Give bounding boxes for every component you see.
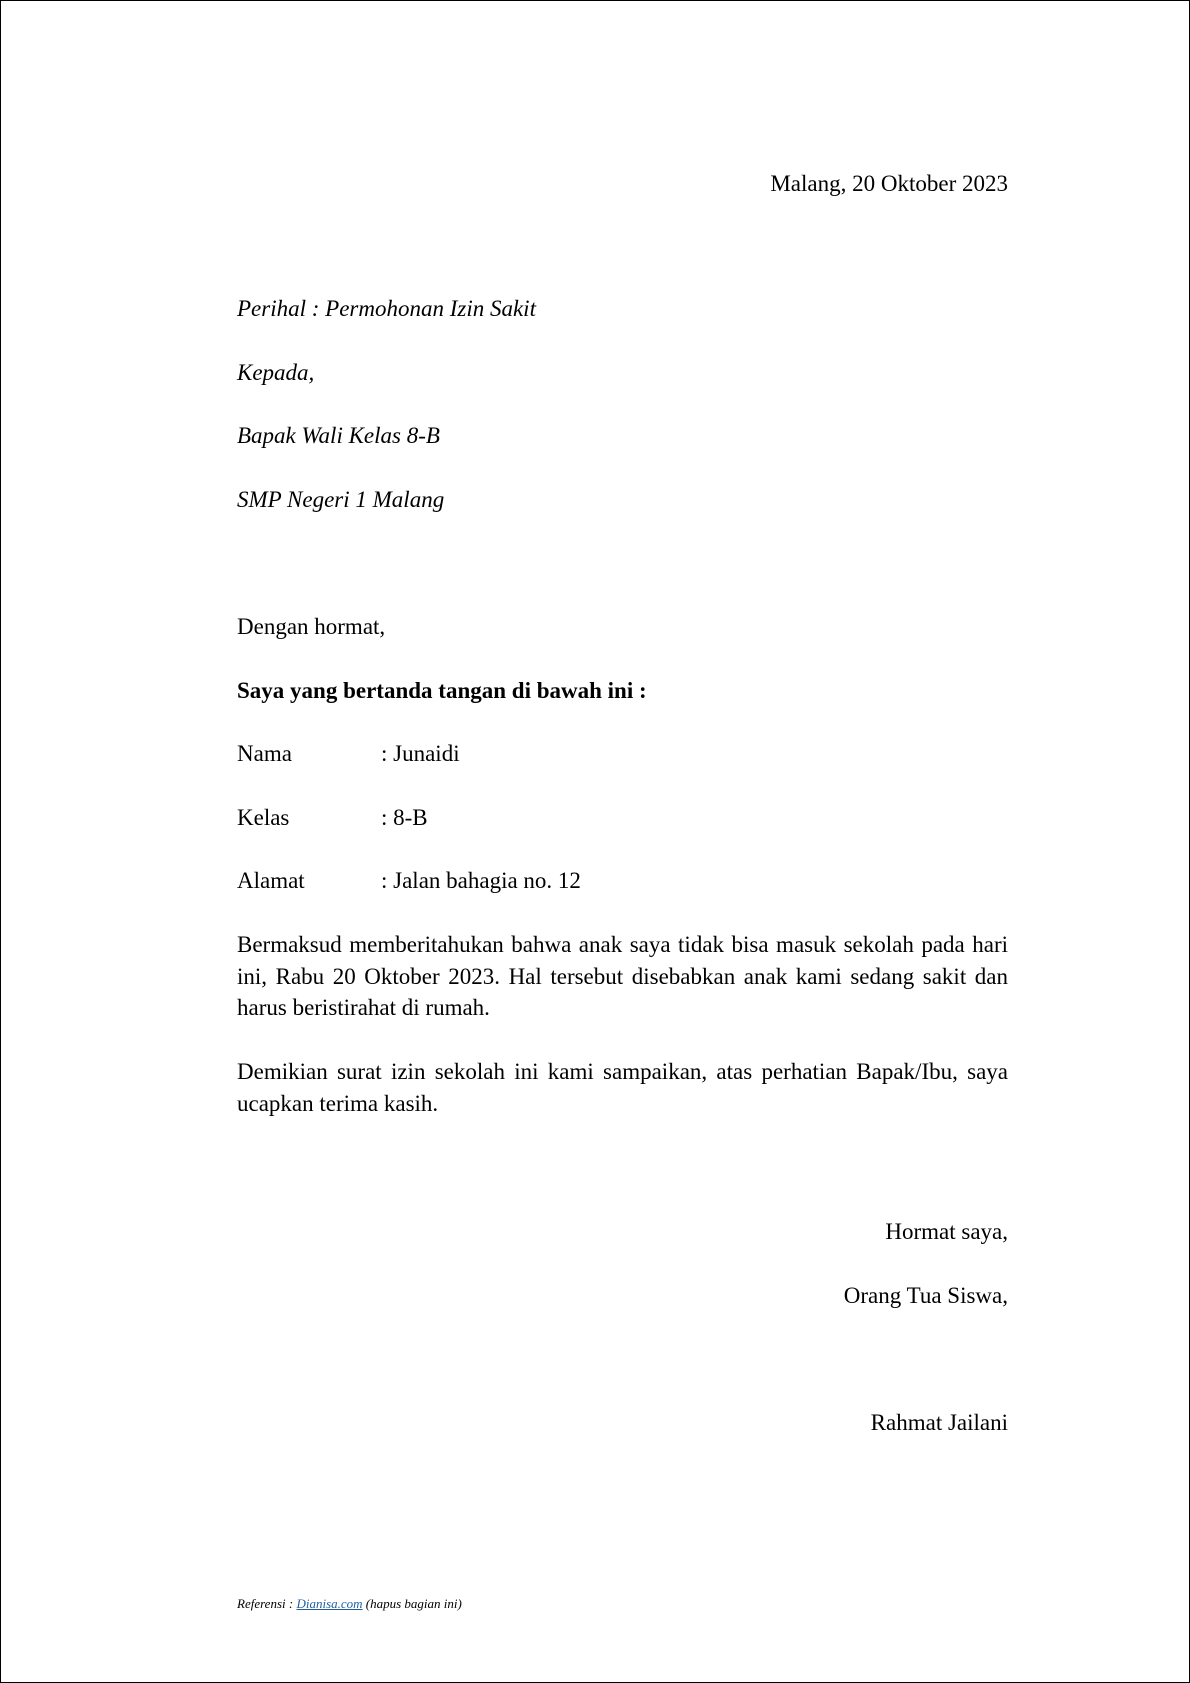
field-value: : 8-B — [381, 805, 428, 830]
reference-suffix: (hapus bagian ini) — [362, 1596, 462, 1611]
letter-subject: Perihal : Permohonan Izin Sakit — [237, 296, 536, 321]
field-row-alamat — [237, 865, 1008, 896]
field-label: Nama — [237, 741, 292, 766]
recipient-school: SMP Negeri 1 Malang — [237, 487, 445, 512]
closing-salutation: Hormat saya, — [885, 1219, 1008, 1244]
signer-name: Rahmat Jailani — [870, 1410, 1008, 1435]
field-row-kelas — [237, 802, 1008, 833]
reference-prefix: Referensi : — [237, 1596, 297, 1611]
letter-date: Malang, 20 Oktober 2023 — [770, 171, 1008, 196]
recipient-to: Kepada, — [237, 360, 315, 385]
field-label: Alamat — [237, 868, 305, 893]
reference-link[interactable]: Dianisa.com — [296, 1596, 363, 1611]
closing-role: Orang Tua Siswa, — [843, 1283, 1008, 1308]
greeting: Dengan hormat, — [237, 614, 386, 639]
closing-paragraph: Demikian surat izin sekolah ini kami sampaikan, atas perhatian Bapak/Ibu, saya ucapkan terima kasih. — [237, 1059, 1008, 1116]
recipient-name: Bapak Wali Kelas 8-B — [237, 423, 440, 448]
field-row-nama — [237, 738, 1008, 769]
field-label: Kelas — [237, 805, 290, 830]
reference-footer — [237, 1595, 462, 1613]
field-value: : Jalan bahagia no. 12 — [381, 868, 581, 893]
intro-statement: Saya yang bertanda tangan di bawah ini : — [237, 678, 647, 703]
body-paragraph: Bermaksud memberitahukan bahwa anak saya tidak bisa masuk sekolah pada hari ini, Rabu 20 Oktober 2023. Hal tersebut disebabkan anak kami sedang sakit dan harus beristirahat di rumah. — [237, 932, 1008, 1020]
field-value: : Junaidi — [381, 741, 460, 766]
